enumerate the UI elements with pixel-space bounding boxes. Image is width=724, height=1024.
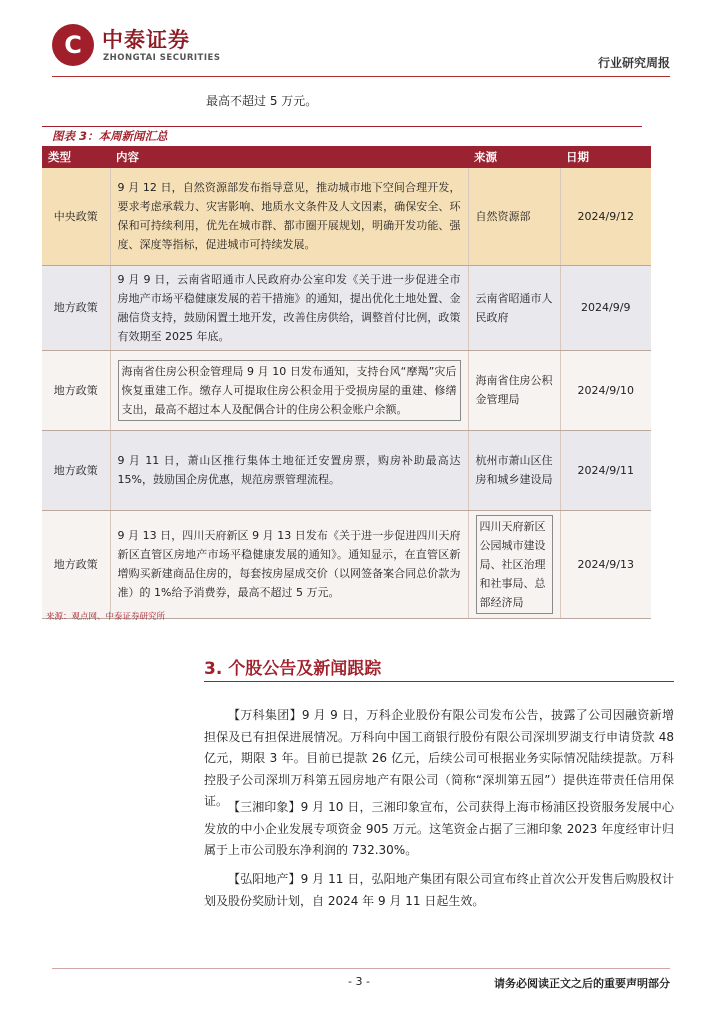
table-row <box>42 510 651 618</box>
cell-type: 地方政策 <box>42 430 110 510</box>
cell-date: 2024/9/9 <box>560 265 651 350</box>
cell-date: 2024/9/12 <box>560 168 651 265</box>
cell-source-text: 四川天府新区公园城市建设局、社区治理和社事局、总部经济局 <box>476 515 553 614</box>
paragraph-sanxiang <box>204 797 674 862</box>
table-row <box>42 265 651 350</box>
paragraph-tag: 【三湘印象】 <box>228 800 301 814</box>
header-divider <box>52 76 670 77</box>
cell-type: 地方政策 <box>42 510 110 618</box>
page-number: - 3 - <box>348 975 370 988</box>
logo-chinese-name: 中泰证券 <box>102 28 190 52</box>
cell-date: 2024/9/13 <box>560 510 651 618</box>
paragraph-tag: 【万科集团】 <box>228 708 302 722</box>
logo-mark-icon: C <box>52 24 94 66</box>
cell-type: 地方政策 <box>42 265 110 350</box>
column-header-date: 日期 <box>560 146 651 168</box>
cell-content <box>110 350 468 430</box>
logo-english-name: ZHONGTAI SECURITIES <box>103 53 221 63</box>
cell-content-text: 海南省住房公积金管理局 9 月 10 日发布通知，支持台风“摩羯”灾后恢复重建工作。缴存人可提取住房公积金用于受损房屋的重建、修缮支出，最高不超过本人及配偶合计的住房公积金账户余额。 <box>118 360 461 421</box>
column-header-source: 来源 <box>468 146 560 168</box>
cell-type: 地方政策 <box>42 350 110 430</box>
section-title: 3. 个股公告及新闻跟踪 <box>204 659 382 679</box>
cell-source: 杭州市萧山区住房和城乡建设局 <box>468 430 560 510</box>
continuation-text: 最高不超过 5 万元。 <box>206 94 318 108</box>
figure-source-note: 来源：观点网、中泰证券研究所 <box>46 612 166 622</box>
footer-disclaimer: 请务必阅读正文之后的重要声明部分 <box>494 977 670 990</box>
page-header <box>0 0 724 80</box>
paragraph-text: 9 月 11 日，弘阳地产集团有限公司宣布终止首次公开发售后购股权计划及股份奖励计划，自 2024 年 9 月 11 日起生效。 <box>204 872 674 908</box>
company-logo <box>52 20 232 70</box>
column-header-content: 内容 <box>110 146 468 168</box>
cell-date: 2024/9/11 <box>560 430 651 510</box>
caption-divider <box>42 126 642 127</box>
table-row <box>42 430 651 510</box>
table-row <box>42 168 651 265</box>
paragraph-text: 9 月 10 日，三湘印象宣布，公司获得上海市杨浦区投资服务发展中心发放的中小企业发展专项资金 905 万元。这笔资金占据了三湘印象 2023 年度经审计归属于上市公司股东净利润的 732.30%。 <box>204 800 674 857</box>
cell-source: 云南省昭通市人民政府 <box>468 265 560 350</box>
cell-content: 9 月 12 日，自然资源部发布指导意见，推动城市地下空间合理开发，要求考虑承载力、灾害影响、地质水文条件及人文因素，确保安全、环保和可持续利用，优先在城市群、都市圈开展规划，明确开发功能、强度、深度等指标，促进城市可持续发展。 <box>110 168 468 265</box>
cell-source: 海南省住房公积金管理局 <box>468 350 560 430</box>
cell-date: 2024/9/10 <box>560 350 651 430</box>
figure-caption: 图表 3：本周新闻汇总 <box>52 129 168 143</box>
paragraph-hongyang <box>204 869 674 912</box>
section-divider <box>204 681 674 682</box>
table-row <box>42 350 651 430</box>
news-summary-table <box>42 146 651 619</box>
cell-content: 9 月 11 日，萧山区推行集体土地征迁安置房票，购房补助最高达 15%，鼓励国企房优惠，规范房票管理流程。 <box>110 430 468 510</box>
cell-content: 9 月 13 日，四川天府新区 9 月 13 日发布《关于进一步促进四川天府新区直管区房地产市场平稳健康发展的通知》。通知显示，在直管区新增购买新建商品住房的，每套按房屋成交价（以网签备案合同总价款为准）的 1%给予消费券，最高不超过 5 万元。 <box>110 510 468 618</box>
column-header-type: 类型 <box>42 146 110 168</box>
cell-source: 自然资源部 <box>468 168 560 265</box>
cell-source <box>468 510 560 618</box>
table-header-row <box>42 146 651 168</box>
paragraph-text: 9 月 9 日，万科企业股份有限公司发布公告，披露了公司因融资新增担保及已有担保进展情况。万科向中国工商银行股份有限公司深圳罗湖支行申请贷款 48 亿元，期限 3 年。目前已提款 26 亿元，后续公司可根据业务实际情况陆续提款。万科控股子公司深圳万科第五园房地产有限公司（简称“深圳第五园”）提供连带责任信用保证。 <box>204 708 674 808</box>
report-type: 行业研究周报 <box>597 56 670 70</box>
cell-type: 中央政策 <box>42 168 110 265</box>
footer-divider <box>52 968 670 969</box>
cell-content: 9 月 9 日，云南省昭通市人民政府办公室印发《关于进一步促进全市房地产市场平稳健康发展的若干措施》的通知，提出优化土地处置、金融信贷支持，鼓励闲置土地开发，改善住房供给，调整首付比例，政策有效期至 2025 年底。 <box>110 265 468 350</box>
paragraph-tag: 【弘阳地产】 <box>228 872 301 886</box>
